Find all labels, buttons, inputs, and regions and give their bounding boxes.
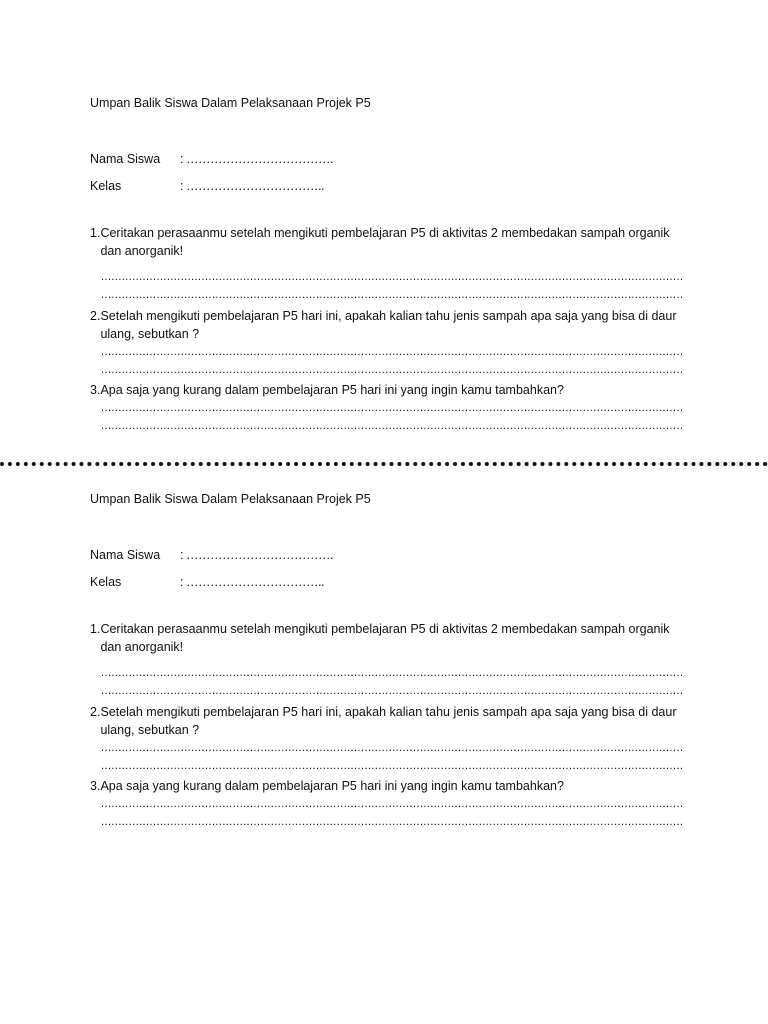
question-text: Ceritakan perasaanmu setelah mengikuti pembelajaran P5 di aktivitas 2 membedakan sampah organik dan anorganik! — [100, 226, 670, 258]
form-title: Umpan Balik Siswa Dalam Pelaksanaan Projek P5 — [90, 492, 371, 506]
question-body — [100, 307, 682, 379]
answer-line[interactable]: …………………………………………………………………………………………………………………………………………………… — [100, 271, 683, 283]
student-info-fields — [90, 546, 675, 591]
question-body — [100, 224, 682, 304]
question-body — [100, 703, 682, 775]
field-colon: : — [180, 548, 184, 562]
question-3 — [90, 777, 683, 831]
answer-line[interactable]: …………………………………………………………………………………………………………………………………………………… — [100, 346, 683, 358]
question-3 — [90, 381, 683, 435]
question-text: Setelah mengikuti pembelajaran P5 hari ini, apakah kalian tahu jenis sampah apa saja yang bisa di daur ulang, sebutkan ? — [100, 309, 677, 341]
answer-area[interactable] — [100, 399, 682, 435]
answer-line[interactable]: …………………………………………………………………………………………………………………………………………………… — [100, 760, 683, 772]
question-number: 3. — [90, 383, 101, 397]
question-text: Ceritakan perasaanmu setelah mengikuti pembelajaran P5 di aktivitas 2 membedakan sampah organik dan anorganik! — [100, 622, 670, 654]
question-text: Apa saja yang kurang dalam pembelajaran P5 hari ini yang ingin kamu tambahkan? — [100, 779, 564, 793]
student-name-label: Nama Siswa — [90, 152, 161, 166]
field-colon: : — [180, 575, 184, 589]
question-text: Apa saja yang kurang dalam pembelajaran P5 hari ini yang ingin kamu tambahkan? — [100, 383, 564, 397]
class-blank[interactable]: …………………………….. — [186, 575, 324, 589]
answer-line[interactable]: …………………………………………………………………………………………………………………………………………………… — [100, 798, 683, 810]
question-number: 1. — [90, 622, 101, 636]
student-name-blank[interactable]: ………………………………. — [186, 548, 333, 562]
answer-area[interactable] — [100, 739, 682, 775]
question-list — [90, 224, 683, 435]
form-title: Umpan Balik Siswa Dalam Pelaksanaan Projek P5 — [90, 96, 371, 110]
student-name-blank[interactable]: ………………………………. — [186, 152, 333, 166]
answer-line[interactable]: …………………………………………………………………………………………………………………………………………………… — [100, 742, 683, 754]
feedback-form-bottom — [90, 490, 683, 831]
field-colon: : — [180, 179, 184, 193]
question-2 — [90, 307, 683, 379]
question-number: 3. — [90, 779, 101, 793]
question-text: Setelah mengikuti pembelajaran P5 hari ini, apakah kalian tahu jenis sampah apa saja yang bisa di daur ulang, sebutkan ? — [100, 705, 677, 737]
student-name-label: Nama Siswa — [90, 548, 161, 562]
answer-line[interactable]: …………………………………………………………………………………………………………………………………………………… — [100, 420, 683, 432]
class-label: Kelas — [90, 575, 122, 589]
answer-area[interactable] — [100, 664, 682, 700]
question-1 — [90, 224, 683, 304]
answer-line[interactable]: …………………………………………………………………………………………………………………………………………………… — [100, 364, 683, 376]
class-label: Kelas — [90, 179, 122, 193]
answer-line[interactable]: …………………………………………………………………………………………………………………………………………………… — [100, 685, 683, 697]
answer-line[interactable]: …………………………………………………………………………………………………………………………………………………… — [100, 667, 683, 679]
question-number: 1. — [90, 226, 101, 240]
student-info-fields — [90, 150, 675, 195]
answer-line[interactable]: …………………………………………………………………………………………………………………………………………………… — [100, 402, 683, 414]
answer-area[interactable] — [100, 343, 682, 379]
answer-area[interactable] — [100, 268, 682, 304]
answer-area[interactable] — [100, 795, 682, 831]
class-field[interactable] — [90, 177, 675, 195]
question-number: 2. — [90, 705, 101, 719]
feedback-form-top — [90, 94, 683, 435]
field-colon: : — [180, 152, 184, 166]
question-1 — [90, 620, 683, 700]
answer-line[interactable]: …………………………………………………………………………………………………………………………………………………… — [100, 816, 683, 828]
student-name-field[interactable] — [90, 546, 675, 564]
question-2 — [90, 703, 683, 775]
cut-line-divider — [0, 462, 768, 466]
class-blank[interactable]: …………………………….. — [186, 179, 324, 193]
question-number: 2. — [90, 309, 101, 323]
student-name-field[interactable] — [90, 150, 675, 168]
class-field[interactable] — [90, 573, 675, 591]
question-body — [100, 620, 682, 700]
question-body — [100, 777, 682, 831]
question-list — [90, 620, 683, 831]
answer-line[interactable]: …………………………………………………………………………………………………………………………………………………… — [100, 289, 683, 301]
question-body — [100, 381, 682, 435]
